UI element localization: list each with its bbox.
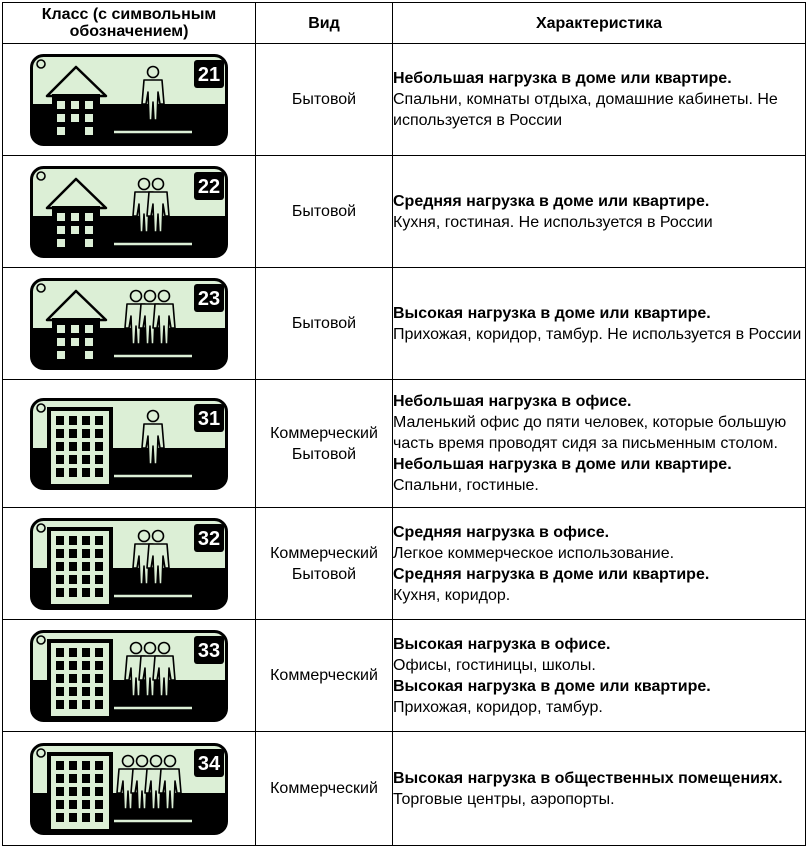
characteristic-cell bbox=[393, 268, 806, 380]
class-badge-icon bbox=[30, 166, 228, 258]
kind-label: Коммерческий bbox=[270, 780, 378, 797]
class-badge-icon bbox=[30, 54, 228, 146]
load-description: Офисы, гостиницы, школы. bbox=[393, 656, 596, 674]
class-cell bbox=[3, 380, 256, 508]
load-description: Легкое коммерческое использование. bbox=[393, 544, 675, 562]
header-characteristic: Характеристика bbox=[393, 3, 806, 44]
load-description: Прихожая, коридор, тамбур. bbox=[393, 698, 603, 716]
load-description: Кухня, гостиная. Не используется в России bbox=[393, 213, 713, 231]
load-description: Спальни, гостиные. bbox=[393, 477, 539, 494]
load-title: Средняя нагрузка в офисе. bbox=[393, 523, 610, 541]
class-badge-icon bbox=[30, 278, 228, 370]
class-badge-icon bbox=[30, 398, 228, 490]
table-header-row bbox=[3, 3, 806, 44]
characteristic-cell bbox=[393, 44, 806, 156]
class-cell bbox=[3, 732, 256, 846]
characteristic-cell bbox=[393, 508, 806, 620]
load-title: Небольшая нагрузка в доме или квартире. bbox=[393, 456, 732, 473]
load-description: Прихожая, коридор, тамбур. Не используется в России bbox=[393, 325, 802, 343]
class-code-label: 32 bbox=[197, 527, 221, 550]
characteristic-cell bbox=[393, 732, 806, 846]
table-row bbox=[3, 156, 806, 268]
kind-cell bbox=[256, 508, 393, 620]
characteristic-cell bbox=[393, 380, 806, 508]
table-row bbox=[3, 44, 806, 156]
table-row bbox=[3, 508, 806, 620]
kind-label: Коммерческий bbox=[270, 667, 378, 684]
header-kind: Вид bbox=[256, 3, 393, 44]
class-cell bbox=[3, 156, 256, 268]
load-description: Маленький офис до пяти человек, которые большую часть время проводят сидя за письменным столом. bbox=[393, 414, 787, 452]
table-row bbox=[3, 380, 806, 508]
hang-hole-icon bbox=[37, 404, 45, 412]
class-cell bbox=[3, 44, 256, 156]
office-building-icon bbox=[47, 639, 113, 720]
hang-hole-icon bbox=[37, 284, 45, 292]
kind-label: Коммерческий bbox=[270, 544, 378, 562]
class-code-label: 21 bbox=[197, 63, 221, 86]
hang-hole-icon bbox=[37, 60, 45, 68]
load-description: Торговые центры, аэропорты. bbox=[393, 790, 615, 808]
class-badge-icon bbox=[30, 518, 228, 610]
usage-class-table bbox=[2, 2, 806, 846]
hang-hole-icon bbox=[37, 524, 45, 532]
office-building-icon bbox=[47, 407, 113, 488]
kind-label: Бытовой bbox=[291, 315, 357, 332]
kind-label: Бытовой bbox=[291, 91, 357, 108]
class-cell bbox=[3, 620, 256, 732]
table-row bbox=[3, 732, 806, 846]
kind-label: Бытовой bbox=[291, 203, 357, 220]
class-badge-icon bbox=[30, 743, 228, 835]
kind-cell bbox=[256, 268, 393, 380]
load-title: Средняя нагрузка в доме или квартире. bbox=[393, 192, 710, 210]
kind-cell bbox=[256, 380, 393, 508]
hang-hole-icon bbox=[37, 172, 45, 180]
load-title: Небольшая нагрузка в доме или квартире. bbox=[393, 70, 732, 87]
characteristic-cell bbox=[393, 156, 806, 268]
class-code-label: 23 bbox=[197, 287, 221, 310]
kind-cell bbox=[256, 732, 393, 846]
class-badge-icon bbox=[30, 630, 228, 722]
kind-cell bbox=[256, 156, 393, 268]
class-code-label: 33 bbox=[197, 639, 221, 662]
load-description: Кухня, коридор. bbox=[393, 586, 511, 604]
load-title: Высокая нагрузка в доме или квартире. bbox=[393, 304, 711, 322]
class-cell bbox=[3, 268, 256, 380]
load-title: Средняя нагрузка в доме или квартире. bbox=[393, 565, 710, 583]
kind-cell bbox=[256, 620, 393, 732]
kind-label: Бытовой bbox=[291, 445, 357, 463]
header-class: Класс (с символьным обозначением) bbox=[3, 3, 256, 44]
class-code-label: 31 bbox=[197, 407, 221, 430]
class-code-label: 34 bbox=[197, 752, 221, 775]
load-description: Спальни, комнаты отдыха, домашние кабинеты. Не используется в России bbox=[393, 91, 778, 129]
table-row bbox=[3, 268, 806, 380]
class-cell bbox=[3, 508, 256, 620]
table-row bbox=[3, 620, 806, 732]
characteristic-cell bbox=[393, 620, 806, 732]
load-title: Высокая нагрузка в общественных помещениях. bbox=[393, 769, 783, 787]
hang-hole-icon bbox=[37, 636, 45, 644]
load-title: Высокая нагрузка в офисе. bbox=[393, 635, 611, 653]
office-building-icon bbox=[47, 752, 113, 833]
load-title: Высокая нагрузка в доме или квартире. bbox=[393, 677, 711, 695]
kind-label: Коммерческий bbox=[270, 424, 378, 442]
kind-label: Бытовой bbox=[291, 565, 357, 583]
load-title: Небольшая нагрузка в офисе. bbox=[393, 393, 632, 410]
class-code-label: 22 bbox=[197, 175, 221, 198]
office-building-icon bbox=[47, 527, 113, 608]
hang-hole-icon bbox=[37, 749, 45, 757]
kind-cell bbox=[256, 44, 393, 156]
